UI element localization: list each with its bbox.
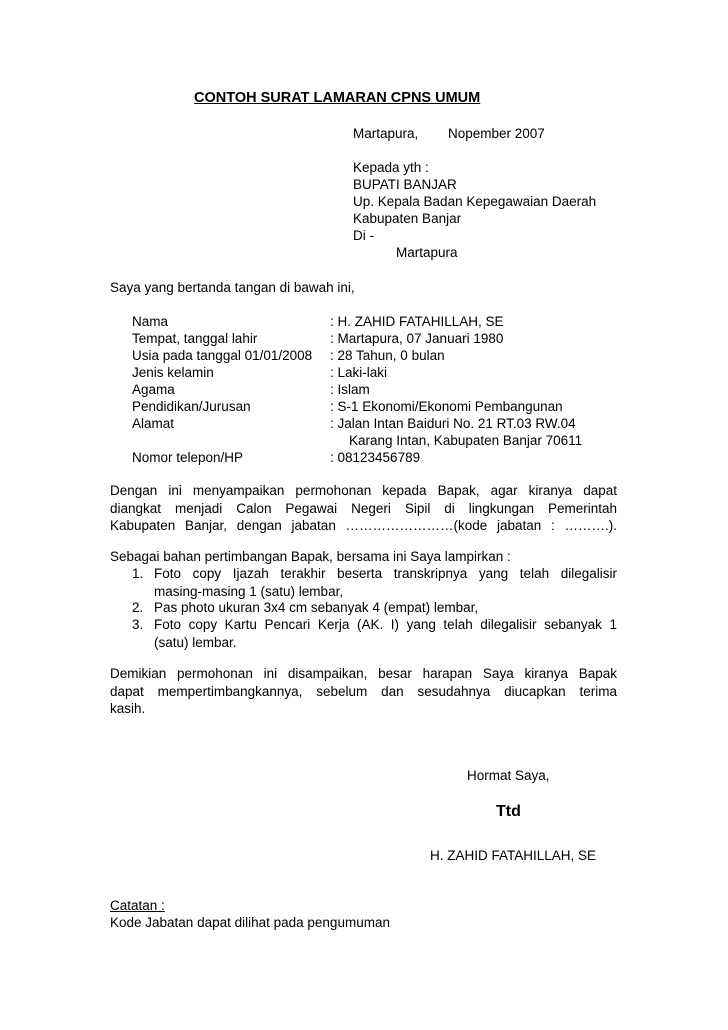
field-value-ttl: : Martapura, 07 Januari 1980 <box>330 331 504 346</box>
field-label-ttl: Tempat, tanggal lahir <box>132 331 258 346</box>
attachments-intro: Sebagai bahan pertimbangan Bapak, bersama ini Saya lampirkan : <box>110 549 511 564</box>
date-place: Martapura, <box>353 126 419 141</box>
field-value-pendidikan: : S-1 Ekonomi/Ekonomi Pembangunan <box>330 399 563 414</box>
signature-name: H. ZAHID FATAHILLAH, SE <box>430 848 597 863</box>
list-item-text-line2: (satu) lembar. <box>154 634 237 650</box>
signature-ttd: Ttd <box>496 803 521 820</box>
recipient-line4: Di - <box>353 228 374 243</box>
field-value-jenis-kelamin: : Laki-laki <box>330 365 388 380</box>
list-item-number: 2. <box>132 600 144 615</box>
field-value-agama: : Islam <box>330 382 370 397</box>
field-label-jenis-kelamin: Jenis kelamin <box>132 365 214 380</box>
field-value-alamat: : Jalan Intan Baiduri No. 21 RT.03 RW.04 <box>330 416 576 431</box>
field-label-pendidikan: Pendidikan/Jurusan <box>132 399 251 414</box>
list-item-text-line2: masing-masing 1 (satu) lembar, <box>154 583 344 599</box>
closing-line3: kasih. <box>110 701 146 716</box>
list-item-text-line1: Foto copy Kartu Pencari Kerja (AK. I) yang telah dilegalisir sebanyak 1 <box>154 617 617 632</box>
list-item-number: 3. <box>132 617 144 632</box>
list-item-text-line1: Foto copy Ijazah terakhir beserta transkripnya yang telah dilegalisir <box>154 566 617 581</box>
closing-paragraph <box>110 665 617 718</box>
list-item-number: 1. <box>132 566 144 581</box>
field-label-telepon: Nomor telepon/HP <box>132 450 244 465</box>
field-value-nama: : H. ZAHID FATAHILLAH, SE <box>330 314 504 329</box>
field-label-usia: Usia pada tanggal 01/01/2008 <box>132 348 313 363</box>
list-item-text: Pas photo ukuran 3x4 cm sebanyak 4 (empat) lembar, <box>154 600 479 615</box>
note-text: Kode Jabatan dapat dilihat pada pengumuman <box>110 915 390 930</box>
field-label-agama: Agama <box>132 382 175 397</box>
recipient-to: Kepada yth : <box>353 160 429 175</box>
request-line3: Kabupaten Banjar, dengan jabatan ……………………(kode jabatan : ……….). <box>110 518 617 533</box>
page-title: CONTOH SURAT LAMARAN CPNS UMUM <box>194 90 481 106</box>
field-value-alamat-line2: Karang Intan, Kabupaten Banjar 70611 <box>349 433 583 448</box>
field-label-nama: Nama <box>132 314 169 329</box>
field-value-telepon: : 08123456789 <box>330 450 421 465</box>
recipient-line5: Martapura <box>396 245 458 260</box>
field-value-usia: : 28 Tahun, 0 bulan <box>330 348 445 363</box>
note-heading: Catatan : <box>110 898 165 913</box>
list-item <box>154 616 617 651</box>
signature-greeting: Hormat Saya, <box>467 768 550 783</box>
closing-line1: Demikian permohonan ini disampaikan, besar harapan Saya kiranya Bapak <box>110 666 617 681</box>
closing-line2: dapat mempertimbangkannya, sebelum dan sesudahnya diucapkan terima <box>110 683 617 699</box>
recipient-line3: Kabupaten Banjar <box>353 211 462 226</box>
recipient-line2: Up. Kepala Badan Kepegawaian Daerah <box>353 194 597 209</box>
list-item <box>154 565 617 600</box>
intro-text: Saya yang bertanda tangan di bawah ini, <box>110 280 355 295</box>
field-label-alamat: Alamat <box>132 416 175 431</box>
request-paragraph <box>110 482 617 535</box>
date-value: Nopember 2007 <box>448 126 545 141</box>
recipient-line1: BUPATI BANJAR <box>353 177 457 192</box>
request-line2: diangkat menjadi Calon Pegawai Negeri Sipil di lingkungan Pemerintah <box>110 500 617 516</box>
request-line1: Dengan ini menyampaikan permohonan kepada Bapak, agar kiranya dapat <box>110 483 617 498</box>
